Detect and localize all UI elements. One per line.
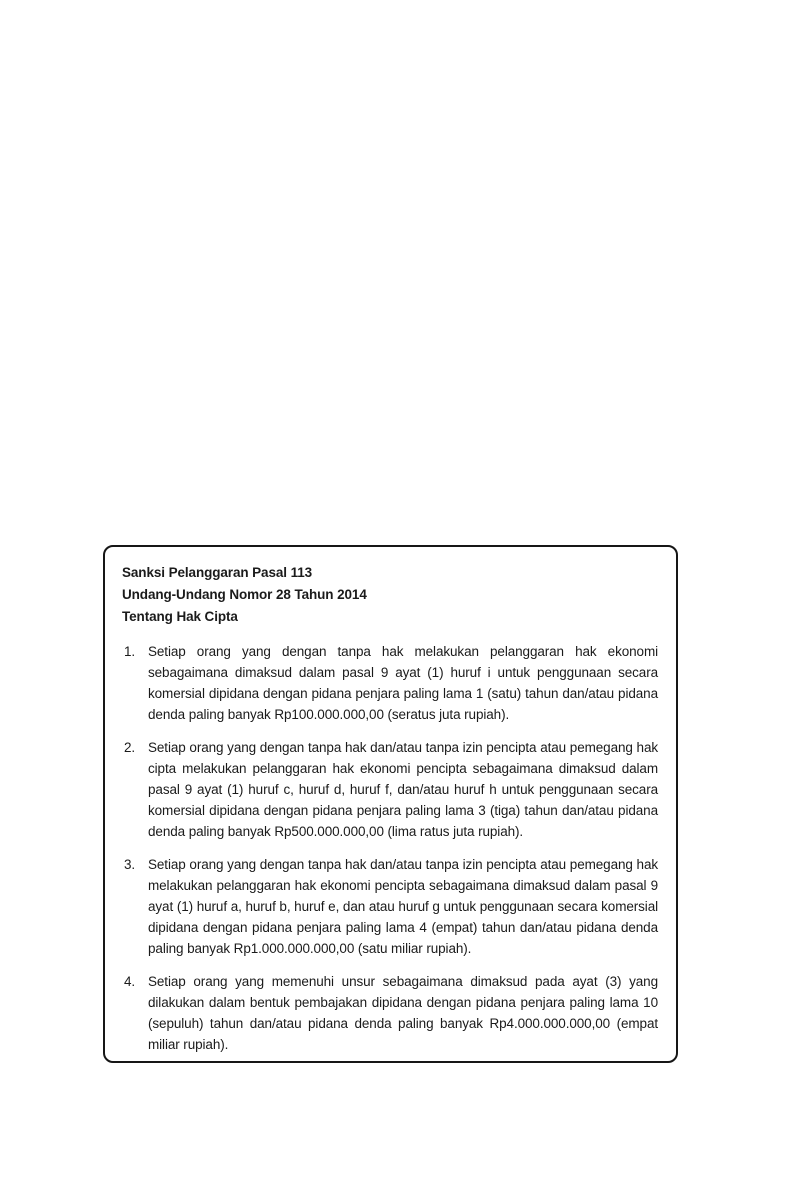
item-number: 2. [124, 740, 136, 755]
sanction-item-2 [122, 737, 658, 842]
notice-title-line-3: Tentang Hak Cipta [122, 609, 238, 624]
sanction-item-1 [122, 641, 658, 725]
item-text: Setiap orang yang dengan tanpa hak dan/atau tanpa izin pencipta atau pemegang hak melakukan pelanggaran hak ekonomi pencipta sebagaimana dimaksud dalam pasal 9 ayat (1) huruf a, huruf b, huruf e, dan atau huruf g untuk penggunaan secara komersial dipidana dengan pidana penjara paling lama 4 (empat) tahun dan/atau pidana denda paling banyak Rp1.000.000.000,00 (satu miliar rupiah). [148, 857, 658, 956]
sanction-list [122, 641, 658, 1055]
notice-title-line-1: Sanksi Pelanggaran Pasal 113 [122, 565, 313, 580]
item-number: 3. [124, 857, 136, 872]
copyright-sanction-box [103, 545, 678, 1063]
item-text: Setiap orang yang dengan tanpa hak melakukan pelanggaran hak ekonomi sebagaimana dimaksud dalam pasal 9 ayat (1) huruf i untuk penggunaan secara komersial dipidana dengan pidana penjara paling lama 1 (satu) tahun dan/atau pidana denda paling banyak Rp100.000.000,00 (seratus juta rupiah). [148, 644, 658, 722]
item-text: Setiap orang yang dengan tanpa hak dan/atau tanpa izin pencipta atau pemegang hak cipta melakukan pelanggaran hak ekonomi pencipta sebagaimana dimaksud dalam pasal 9 ayat (1) huruf c, huruf d, huruf f, dan/atau huruf h untuk penggunaan secara komersial dipidana dengan pidana penjara paling lama 3 (tiga) tahun dan/atau pidana denda paling banyak Rp500.000.000,00 (lima ratus juta rupiah). [148, 740, 658, 839]
sanction-item-4 [122, 971, 658, 1055]
sanction-item-3 [122, 854, 658, 959]
item-number: 4. [124, 974, 136, 989]
notice-title [122, 562, 658, 628]
item-number: 1. [124, 644, 136, 659]
notice-title-line-2: Undang-Undang Nomor 28 Tahun 2014 [122, 587, 367, 602]
item-text: Setiap orang yang memenuhi unsur sebagaimana dimaksud pada ayat (3) yang dilakukan dalam bentuk pembajakan dipidana dengan pidana penjara paling lama 10 (sepuluh) tahun dan/atau pidana denda paling banyak Rp4.000.000.000,00 (empat miliar rupiah). [148, 974, 658, 1052]
